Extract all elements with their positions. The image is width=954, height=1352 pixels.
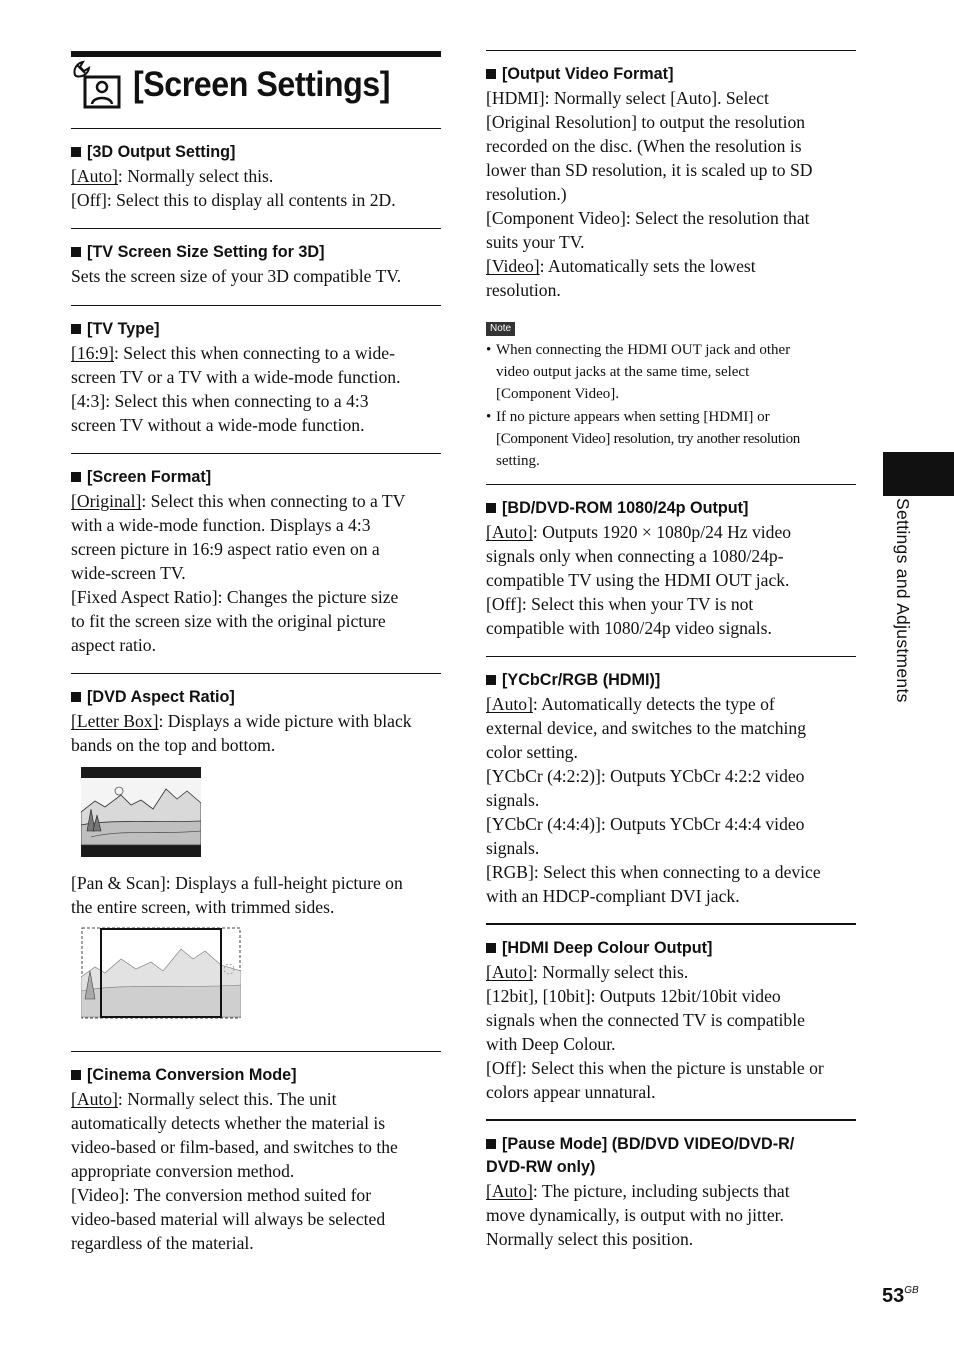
body-line: screen picture in 16:9 aspect ratio even on a bbox=[71, 539, 380, 559]
body-line: to fit the screen size with the original picture bbox=[71, 611, 386, 631]
body-line: wide-screen TV. bbox=[71, 563, 186, 583]
section-body bbox=[71, 264, 441, 288]
body-line: [YCbCr (4:2:2)]: Outputs YCbCr 4:2:2 video bbox=[486, 766, 805, 786]
body-line: signals when the connected TV is compatible bbox=[486, 1010, 805, 1030]
section-heading bbox=[486, 63, 856, 86]
page-number bbox=[882, 1285, 919, 1308]
square-bullet-icon bbox=[486, 503, 496, 513]
body-line: [Off]: Select this when your TV is not bbox=[486, 594, 754, 614]
note-list bbox=[486, 340, 856, 473]
letterbox-illustration bbox=[81, 767, 201, 857]
page-title: [Screen Settings] bbox=[133, 65, 391, 104]
section-heading bbox=[486, 497, 856, 520]
heading-text: [3D Output Setting] bbox=[87, 143, 236, 161]
body-line: bands on the top and bottom. bbox=[71, 735, 276, 755]
note-line: [Component Video]. bbox=[496, 385, 619, 402]
body-line: signals. bbox=[486, 790, 540, 810]
note-line: When connecting the HDMI OUT jack and other bbox=[496, 342, 791, 358]
note-tag: Note bbox=[486, 322, 515, 336]
section-body bbox=[486, 1179, 856, 1251]
square-bullet-icon bbox=[486, 943, 496, 953]
body-line: compatible TV using the HDMI OUT jack. bbox=[486, 570, 790, 590]
section-rule bbox=[71, 228, 441, 229]
body-line: resolution.) bbox=[486, 184, 567, 204]
note-line: [Component Video] resolution, try another resolution bbox=[496, 431, 801, 448]
body-line: screen TV without a wide-mode function. bbox=[71, 415, 365, 435]
section-body bbox=[71, 341, 441, 437]
note-block bbox=[486, 318, 856, 473]
section-rule bbox=[71, 453, 441, 454]
body-line: [Component Video]: Select the resolution that bbox=[486, 208, 810, 228]
body-line: resolution. bbox=[486, 280, 561, 300]
title-row bbox=[71, 59, 441, 111]
heading-text: [YCbCr/RGB (HDMI)] bbox=[502, 671, 661, 689]
section-body bbox=[486, 86, 856, 302]
body-line: screen TV or a TV with a wide-mode function. bbox=[71, 367, 401, 387]
body-line: : The picture, including subjects that bbox=[532, 1181, 790, 1201]
section-rule bbox=[486, 50, 856, 51]
body-line: external device, and switches to the matching bbox=[486, 718, 806, 738]
title-bar bbox=[71, 51, 441, 57]
section-rule bbox=[71, 1051, 441, 1052]
default-option: [Video] bbox=[486, 256, 540, 276]
body-line: [Pan & Scan]: Displays a full-height picture on bbox=[71, 873, 403, 893]
section-cinema-conversion bbox=[71, 1051, 441, 1255]
body-line: colors appear unnatural. bbox=[486, 1082, 656, 1102]
body-line: color setting. bbox=[486, 742, 578, 762]
heading-text: [TV Type] bbox=[87, 320, 160, 338]
heading-text: [BD/DVD-ROM 1080/24p Output] bbox=[502, 499, 749, 517]
section-tv-type bbox=[71, 305, 441, 437]
body-line: [12bit], [10bit]: Outputs 12bit/10bit video bbox=[486, 986, 781, 1006]
section-rule bbox=[486, 484, 856, 485]
section-pause-mode bbox=[486, 1119, 856, 1251]
side-tab-marker bbox=[883, 452, 954, 496]
section-body bbox=[486, 960, 856, 1104]
body-line: lower than SD resolution, it is scaled up to SD bbox=[486, 160, 813, 180]
body-line: signals. bbox=[486, 838, 540, 858]
note-line: video output jacks at the same time, select bbox=[496, 363, 750, 380]
heading-text: [DVD Aspect Ratio] bbox=[87, 688, 235, 706]
square-bullet-icon bbox=[486, 675, 496, 685]
body-line: [Original Resolution] to output the resolution bbox=[486, 112, 806, 132]
body-line: with an HDCP-compliant DVI jack. bbox=[486, 886, 740, 906]
section-heading bbox=[71, 141, 441, 164]
heading-text: [Output Video Format] bbox=[502, 65, 674, 83]
default-option: [Auto] bbox=[71, 1089, 118, 1109]
section-rule bbox=[71, 305, 441, 306]
body-line: : Outputs 1920 × 1080p/24 Hz video bbox=[532, 522, 792, 542]
body-line: : Normally select this. bbox=[532, 962, 689, 982]
section-bd-dvd-rom-1080-24p bbox=[486, 484, 856, 640]
section-heading bbox=[486, 1133, 856, 1179]
section-body bbox=[71, 709, 441, 757]
body-line: : Normally select this. bbox=[117, 166, 274, 186]
body-line: aspect ratio. bbox=[71, 635, 156, 655]
note-item bbox=[486, 340, 856, 405]
title-block bbox=[71, 51, 441, 111]
section-heading bbox=[71, 466, 441, 489]
body-line: [Video]: The conversion method suited for bbox=[71, 1185, 372, 1205]
heading-text: [TV Screen Size Setting for 3D] bbox=[87, 243, 325, 261]
body-line: Normally select this position. bbox=[486, 1229, 694, 1249]
body-line: [HDMI]: Normally select [Auto]. Select bbox=[486, 88, 769, 108]
section-body bbox=[71, 164, 441, 212]
side-section-label: Settings and Adjustments bbox=[893, 498, 913, 703]
body-line: : Select this when connecting to a wide- bbox=[114, 343, 395, 363]
bullet-icon: • bbox=[486, 342, 492, 358]
section-body bbox=[71, 1087, 441, 1255]
section-rule bbox=[71, 128, 441, 129]
square-bullet-icon bbox=[71, 692, 81, 702]
section-rule bbox=[486, 923, 856, 925]
body-line: with Deep Colour. bbox=[486, 1034, 616, 1054]
body-line: appropriate conversion method. bbox=[71, 1161, 295, 1181]
section-heading bbox=[71, 241, 441, 264]
wrench-screen-icon bbox=[71, 59, 123, 111]
pan-scan-illustration bbox=[81, 927, 241, 1019]
square-bullet-icon bbox=[71, 324, 81, 334]
section-heading bbox=[71, 1064, 441, 1087]
note-item bbox=[486, 407, 856, 472]
section-3d-output-setting bbox=[71, 128, 441, 212]
square-bullet-icon bbox=[486, 1139, 496, 1149]
default-option: [Auto] bbox=[486, 694, 533, 714]
section-body bbox=[71, 489, 441, 657]
section-heading bbox=[71, 318, 441, 341]
square-bullet-icon bbox=[71, 247, 81, 257]
section-dvd-aspect-ratio bbox=[71, 673, 441, 757]
default-option: [Letter Box] bbox=[71, 711, 159, 731]
page-number-value: 53 bbox=[882, 1285, 905, 1307]
page-number-suffix: GB bbox=[904, 1285, 919, 1296]
default-option: [Auto] bbox=[486, 962, 533, 982]
body-line: recorded on the disc. (When the resolution is bbox=[486, 136, 802, 156]
body-line: [Fixed Aspect Ratio]: Changes the picture size bbox=[71, 587, 399, 607]
body-line: suits your TV. bbox=[486, 232, 585, 252]
square-bullet-icon bbox=[486, 69, 496, 79]
section-rule bbox=[71, 673, 441, 674]
body-line: automatically detects whether the material is bbox=[71, 1113, 386, 1133]
square-bullet-icon bbox=[71, 472, 81, 482]
section-rule bbox=[486, 1119, 856, 1121]
section-heading bbox=[71, 686, 441, 709]
body-line: [Off]: Select this to display all contents in 2D. bbox=[71, 190, 396, 210]
body-line: signals only when connecting a 1080/24p- bbox=[486, 546, 784, 566]
section-output-video-format bbox=[486, 50, 856, 302]
heading-text: [Screen Format] bbox=[87, 468, 212, 486]
section-hdmi-deep-colour bbox=[486, 923, 856, 1104]
section-ycbcr-rgb bbox=[486, 656, 856, 908]
body-line: : Automatically detects the type of bbox=[532, 694, 775, 714]
pan-scan-text bbox=[71, 871, 441, 919]
body-line: [Off]: Select this when the picture is unstable or bbox=[486, 1058, 824, 1078]
heading-text: [Pause Mode] (BD/DVD VIDEO/DVD-R/ bbox=[502, 1135, 795, 1153]
square-bullet-icon bbox=[71, 1070, 81, 1080]
heading-text: [HDMI Deep Colour Output] bbox=[502, 939, 713, 957]
body-line: with a wide-mode function. Displays a 4:3 bbox=[71, 515, 371, 535]
note-line: If no picture appears when setting [HDMI] or bbox=[496, 409, 770, 426]
body-line: : Automatically sets the lowest bbox=[539, 256, 756, 276]
section-heading bbox=[486, 669, 856, 692]
heading-text: DVD-RW only) bbox=[486, 1158, 596, 1176]
body-line: : Displays a wide picture with black bbox=[158, 711, 412, 731]
default-option: [Auto] bbox=[486, 1181, 533, 1201]
body-line: video-based or film-based, and switches to the bbox=[71, 1137, 398, 1157]
body-line: regardless of the material. bbox=[71, 1233, 254, 1253]
section-body bbox=[486, 520, 856, 640]
body-line: : Normally select this. The unit bbox=[117, 1089, 337, 1109]
section-rule bbox=[486, 656, 856, 657]
body-line: [RGB]: Select this when connecting to a device bbox=[486, 862, 821, 882]
section-tv-screen-size bbox=[71, 228, 441, 288]
body-line: video-based material will always be selected bbox=[71, 1209, 386, 1229]
section-body bbox=[486, 692, 856, 908]
body-line: : Select this when connecting to a TV bbox=[141, 491, 406, 511]
section-body bbox=[71, 871, 441, 919]
body-line: [YCbCr (4:4:4)]: Outputs YCbCr 4:4:4 video bbox=[486, 814, 805, 834]
body-line: move dynamically, is output with no jitter. bbox=[486, 1205, 784, 1225]
square-bullet-icon bbox=[71, 147, 81, 157]
note-line: setting. bbox=[496, 452, 540, 469]
default-option: [Auto] bbox=[486, 522, 533, 542]
section-heading bbox=[486, 937, 856, 960]
body-line: Sets the screen size of your 3D compatible TV. bbox=[71, 266, 402, 286]
default-option: [Auto] bbox=[71, 166, 118, 186]
body-line: the entire screen, with trimmed sides. bbox=[71, 897, 335, 917]
section-screen-format bbox=[71, 453, 441, 657]
heading-text: [Cinema Conversion Mode] bbox=[87, 1066, 297, 1084]
body-line: compatible with 1080/24p video signals. bbox=[486, 618, 772, 638]
bullet-icon: • bbox=[486, 409, 492, 426]
default-option: [Original] bbox=[71, 491, 142, 511]
default-option: [16:9] bbox=[71, 343, 114, 363]
body-line: [4:3]: Select this when connecting to a 4:3 bbox=[71, 391, 369, 411]
